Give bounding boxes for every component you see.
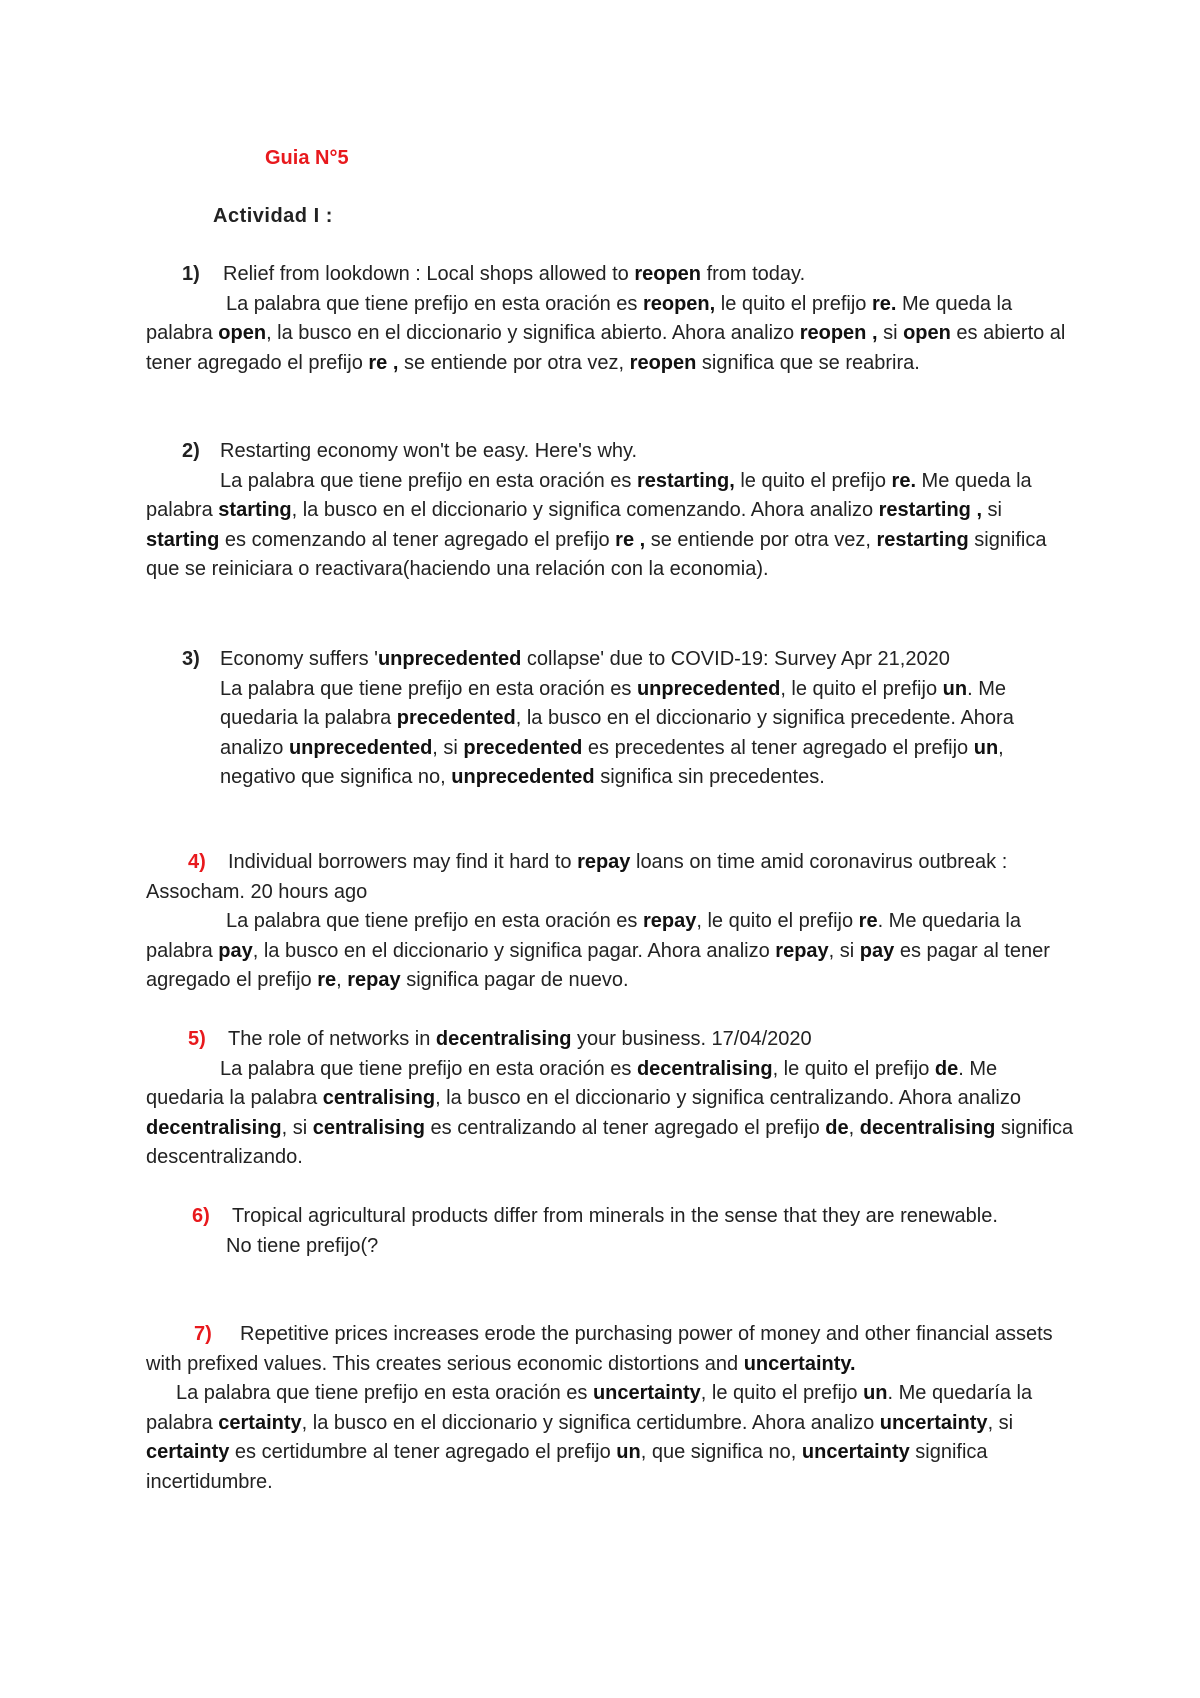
bold-word: uncertainty xyxy=(879,1411,988,1434)
bold-word: re. xyxy=(891,469,916,492)
text-run: . Me quedaria la palabra xyxy=(146,910,1021,962)
text-run: , negativo que significa no, xyxy=(220,736,1004,788)
text-run: La palabra que tiene prefijo en esta oración es xyxy=(220,1057,637,1080)
bold-word: un xyxy=(863,1382,888,1404)
bold-word: restarting , xyxy=(878,499,982,521)
text-run: Restarting economy won't be easy. Here's why. xyxy=(220,440,638,462)
bold-word: re xyxy=(858,910,878,932)
bold-word: decentralising xyxy=(859,1116,996,1139)
text-run: significa pagar de nuevo. xyxy=(400,969,629,991)
item-3 xyxy=(146,645,1076,793)
text-run: La palabra que tiene prefijo en esta oración es xyxy=(226,910,643,932)
text-run: , le quito el prefijo xyxy=(772,1057,935,1080)
item-number: 1) xyxy=(182,263,200,285)
text-run: your business. 17/04/2020 xyxy=(571,1028,812,1050)
item-4 xyxy=(146,848,1076,996)
bold-word: re , xyxy=(615,528,646,551)
text-run: si xyxy=(982,499,1002,521)
bold-word: repay xyxy=(775,939,829,962)
item-2-explanation xyxy=(146,467,1076,585)
item-4-explanation xyxy=(146,907,1076,996)
text-run: Relief from lookdown : Local shops allowed to xyxy=(223,263,635,285)
bold-word: open xyxy=(218,322,267,344)
item-6-sentence xyxy=(146,1202,1076,1232)
text-run: se entiende por otra vez, xyxy=(398,351,630,374)
sentence-text xyxy=(146,1323,1053,1375)
text-run: The role of networks in xyxy=(228,1028,436,1050)
bold-word: unprecedented xyxy=(636,677,781,700)
bold-word: de xyxy=(934,1057,959,1080)
text-run: significa que se reabrira. xyxy=(696,351,920,374)
bold-word: decentralising xyxy=(636,1057,773,1080)
text-run: , la busco en el diccionario y significa pagar. Ahora analizo xyxy=(252,939,776,962)
bold-word: uncertainty xyxy=(592,1382,701,1404)
item-number: 3) xyxy=(182,648,200,670)
text-run: significa que se reiniciara o reactivara(haciendo una relación con la economia). xyxy=(146,528,1047,580)
item-3-sentence xyxy=(146,645,1076,675)
sentence-text xyxy=(220,648,950,670)
sentence-text xyxy=(223,263,805,285)
sentence-text xyxy=(146,851,1007,903)
bold-word: uncertainty xyxy=(801,1441,910,1463)
text-run: collapse' due to COVID-19: Survey Apr 21,2020 xyxy=(521,648,950,670)
text-run: significa sin precedentes. xyxy=(594,766,825,788)
text-run: , la busco en el diccionario y significa precedente. Ahora analizo xyxy=(220,707,1014,759)
item-number: 6) xyxy=(192,1205,210,1227)
bold-word: open xyxy=(903,322,951,344)
text-run: , la busco en el diccionario y significa centralizando. Ahora analizo xyxy=(435,1087,1021,1109)
item-number: 7) xyxy=(194,1323,212,1345)
text-run: le quito el prefijo xyxy=(734,469,892,492)
bold-word: reopen , xyxy=(799,322,878,344)
text-run: Me queda la palabra xyxy=(146,292,1013,344)
text-run: . Me quedaria la palabra xyxy=(220,677,1006,729)
text-run: , si xyxy=(987,1411,1014,1434)
bold-word: unprecedented xyxy=(377,648,522,670)
text-run: Repetitive prices increases erode the purchasing power of money and other financial assets with prefixed values. This creates serious economic distortions and xyxy=(146,1323,1053,1375)
item-2-sentence xyxy=(146,437,1076,467)
bold-word: starting xyxy=(146,528,220,551)
bold-word: decentralising xyxy=(435,1028,572,1050)
text-run: , que significa no, xyxy=(640,1441,802,1463)
bold-word: un xyxy=(616,1441,641,1463)
bold-word: certainty xyxy=(146,1441,230,1463)
activity-heading: Actividad I : xyxy=(213,205,333,227)
text-run: es certidumbre al tener agregado el prefijo xyxy=(229,1441,617,1463)
bold-word: reopen, xyxy=(642,292,716,315)
item-7-explanation xyxy=(146,1379,1076,1497)
bold-word: reopen xyxy=(629,351,697,374)
text-run: , xyxy=(848,1116,860,1139)
item-7-sentence xyxy=(146,1320,1076,1379)
text-run: , si xyxy=(432,736,464,759)
explanation-text xyxy=(146,1058,1073,1169)
item-3-explanation xyxy=(146,675,1020,793)
text-run: , le quito el prefijo xyxy=(696,910,859,932)
text-run: es precedentes al tener agregado el prefijo xyxy=(582,736,974,759)
text-run: La palabra que tiene prefijo en esta oración es xyxy=(176,1382,593,1404)
bold-word: decentralising xyxy=(146,1116,282,1139)
text-run: from today. xyxy=(701,263,806,285)
text-run: significa descentralizando. xyxy=(146,1116,1074,1168)
item-number: 2) xyxy=(182,440,200,462)
item-1 xyxy=(146,260,1076,378)
explanation-text xyxy=(146,470,1047,581)
text-run: le quito el prefijo xyxy=(715,292,872,315)
explanation-text xyxy=(226,1235,378,1257)
bold-word: centralising xyxy=(322,1087,436,1109)
text-run: Individual borrowers may find it hard to xyxy=(228,851,578,873)
bold-word: reopen xyxy=(634,263,702,285)
bold-word: pay xyxy=(218,939,253,962)
explanation-text xyxy=(146,293,1065,374)
bold-word: restarting xyxy=(876,528,969,551)
bold-word: unprecedented xyxy=(451,766,595,788)
item-4-sentence xyxy=(146,848,1076,907)
sentence-text xyxy=(232,1205,998,1227)
bold-word: repay xyxy=(577,851,631,873)
text-run: loans on time amid coronavirus outbreak : Assocham. 20 hours ago xyxy=(146,851,1008,903)
text-run: es centralizando al tener agregado el prefijo xyxy=(425,1116,826,1139)
item-2 xyxy=(146,437,1076,585)
bold-word: un xyxy=(973,736,999,759)
item-1-explanation xyxy=(146,290,1076,379)
bold-word: re. xyxy=(871,292,897,315)
item-6 xyxy=(146,1202,1076,1261)
text-run: , xyxy=(336,969,348,991)
text-run: si xyxy=(877,322,904,344)
page-title: Guia N°5 xyxy=(265,147,349,169)
sentence-text xyxy=(228,1028,812,1050)
bold-word: repay xyxy=(642,910,697,932)
bold-word: re xyxy=(317,969,337,991)
text-run: , la busco en el diccionario y significa comenzando. Ahora analizo xyxy=(291,499,879,521)
item-1-sentence xyxy=(146,260,1076,290)
text-run: , le quito el prefijo xyxy=(700,1382,864,1404)
text-run: Tropical agricultural products differ from minerals in the sense that they are renewable. xyxy=(232,1205,998,1227)
item-7 xyxy=(146,1320,1076,1497)
bold-word: precedented xyxy=(463,736,583,759)
text-run: Me queda la palabra xyxy=(146,469,1032,521)
text-run: , la busco en el diccionario y significa abierto. Ahora analizo xyxy=(266,322,800,344)
text-run: . Me quedaria la palabra xyxy=(146,1057,998,1109)
bold-word: uncertainty. xyxy=(743,1352,856,1375)
text-run: La palabra que tiene prefijo en esta oración es xyxy=(226,292,643,315)
bold-word: re , xyxy=(368,351,399,374)
item-5-explanation xyxy=(146,1055,1076,1173)
text-run: significa incertidumbre. xyxy=(146,1441,988,1493)
text-run: es abierto al tener agregado el prefijo xyxy=(146,322,1066,374)
text-run: No tiene prefijo(? xyxy=(226,1234,379,1257)
text-run: Economy suffers ' xyxy=(220,648,378,670)
bold-word: certainty xyxy=(218,1411,302,1434)
item-6-explanation xyxy=(146,1232,1076,1262)
text-run: se entiende por otra vez, xyxy=(645,528,877,551)
explanation-text xyxy=(220,678,1014,789)
explanation-text xyxy=(146,1382,1032,1493)
text-run: La palabra que tiene prefijo en esta oración es xyxy=(220,469,637,492)
explanation-text xyxy=(146,910,1050,991)
text-run: es pagar al tener agregado el prefijo xyxy=(146,939,1050,991)
sentence-text xyxy=(220,440,637,462)
text-run: , si xyxy=(281,1116,313,1139)
bold-word: precedented xyxy=(396,707,516,729)
bold-word: unprecedented xyxy=(288,736,433,759)
item-5-sentence xyxy=(146,1025,1076,1055)
item-5 xyxy=(146,1025,1076,1173)
bold-word: starting xyxy=(218,499,292,521)
text-run: es comenzando al tener agregado el prefijo xyxy=(219,528,616,551)
text-run: La palabra que tiene prefijo en esta oración es xyxy=(220,677,637,700)
text-run: , le quito el prefijo xyxy=(780,677,943,700)
bold-word: repay xyxy=(347,969,401,991)
bold-word: un xyxy=(942,677,968,700)
bold-word: de xyxy=(825,1116,849,1139)
bold-word: pay xyxy=(859,939,895,962)
bold-word: restarting, xyxy=(636,469,735,492)
bold-word: centralising xyxy=(312,1116,425,1139)
item-number: 5) xyxy=(188,1028,206,1050)
item-number: 4) xyxy=(188,851,206,873)
text-run: , la busco en el diccionario y significa certidumbre. Ahora analizo xyxy=(301,1411,880,1434)
text-run: . Me quedaría la palabra xyxy=(146,1382,1033,1434)
text-run: , si xyxy=(828,939,860,962)
